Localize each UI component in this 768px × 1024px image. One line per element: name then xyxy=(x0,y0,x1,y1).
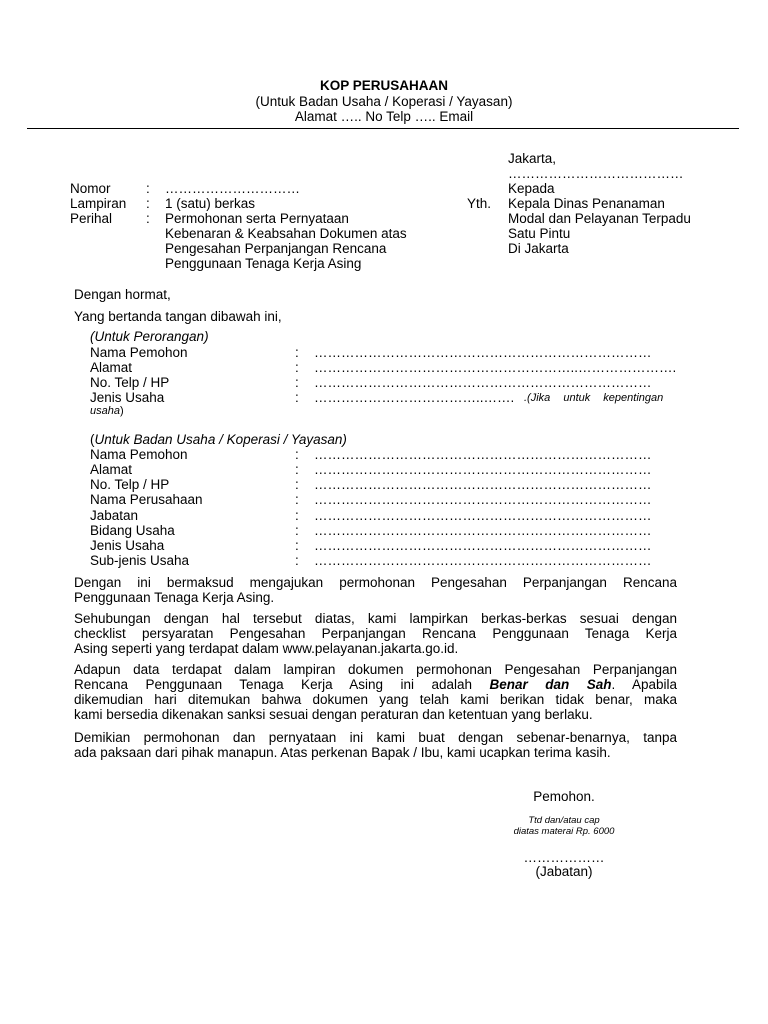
field-label: Jenis Usaha xyxy=(90,390,165,405)
meta-label-perihal: Perihal xyxy=(70,211,113,226)
field-label: Alamat xyxy=(90,462,133,477)
field-colon: : xyxy=(295,538,299,553)
field-label: No. Telp / HP xyxy=(90,477,170,492)
field-value: ………………………………………………………………… xyxy=(314,477,652,492)
field-value: ………………………………………………………………… xyxy=(314,538,652,553)
letterhead-divider xyxy=(27,128,739,129)
field-label: Sub-jenis Usaha xyxy=(90,553,190,568)
field-value: …………………………………………………..…………………. xyxy=(314,360,677,375)
field-value: ………………………………………………………………… xyxy=(314,553,652,568)
meta-value-lampiran: 1 (satu) berkas xyxy=(165,196,256,211)
field-colon: : xyxy=(295,523,299,538)
field-colon: : xyxy=(295,553,299,568)
paragraph-4: Demikian permohonan dan pernyataan ini kami buat dengan sebenar-benarnya, tanpa ada paksaan dari pihak manapun. Atas perkenan Bapak / Ibu, kami ucapkan terima kasih. xyxy=(74,730,677,760)
field-value: ………………………………………………………………… xyxy=(314,523,652,538)
business-heading: (Untuk Badan Usaha / Koperasi / Yayasan) xyxy=(90,432,347,447)
signature-note-2: diatas materai Rp. 6000 xyxy=(513,826,615,837)
individual-note-word: usaha xyxy=(90,405,120,417)
field-value: ………………………………………………………………… xyxy=(314,375,652,390)
meta-label-lampiran: Lampiran xyxy=(70,196,127,211)
field-value: ………………………………..……. xyxy=(314,390,515,405)
letterhead-contact: Alamat ….. No Telp ….. Email xyxy=(294,109,474,124)
signature-line: ……………… xyxy=(523,850,605,865)
individual-note-cont xyxy=(90,404,124,419)
field-colon: : xyxy=(295,477,299,492)
field-colon: : xyxy=(295,492,299,507)
field-label: Nama Perusahaan xyxy=(90,492,203,507)
field-colon: : xyxy=(295,462,299,477)
meta-value-perihal-line: Penggunaan Tenaga Kerja Asing xyxy=(165,256,362,271)
field-label: Bidang Usaha xyxy=(90,523,175,538)
field-label: Nama Pemohon xyxy=(90,345,188,360)
field-value: ………………………………………………………………… xyxy=(314,492,652,507)
individual-note-close: ) xyxy=(119,405,124,417)
recipient-line: Di Jakarta xyxy=(508,241,569,256)
meta-colon: : xyxy=(146,211,150,226)
recipient-line: Satu Pintu xyxy=(508,226,571,241)
field-label: No. Telp / HP xyxy=(90,375,170,390)
signature-position: (Jabatan) xyxy=(535,864,593,879)
meta-value-perihal-line: Permohonan serta Pernyataan xyxy=(165,211,349,226)
salutation: Dengan hormat, xyxy=(74,287,171,302)
field-value: ………………………………………………………………… xyxy=(314,462,652,477)
individual-heading: (Untuk Perorangan) xyxy=(90,329,209,344)
field-value: ………………………………………………………………… xyxy=(314,447,652,462)
field-colon: : xyxy=(295,345,299,360)
paragraph-3: Adapun data terdapat dalam lampiran dokumen permohonan Pengesahan Perpanjangan Rencana Penggunaan Tenaga Kerja Asing ini adalah Benar dan Sah. Apabila dikemudian hari ditemukan bahwa dokumen yang telah kami berikan tidak benar, maka kami bersedia dikenakan sanksi sesuai dengan peraturan dan ketentuan yang berlaku. xyxy=(74,662,677,722)
recipient-to: Kepada xyxy=(508,181,555,196)
field-label: Jenis Usaha xyxy=(90,538,165,553)
letterhead-subtitle: (Untuk Badan Usaha / Koperasi / Yayasan) xyxy=(255,94,513,109)
letterhead-title: KOP PERUSAHAAN xyxy=(319,78,449,93)
field-label: Jabatan xyxy=(90,508,139,523)
emphasis-benar-dan-sah: Benar dan Sah xyxy=(489,677,612,692)
city: Jakarta, xyxy=(508,151,557,166)
field-colon: : xyxy=(295,375,299,390)
field-colon: : xyxy=(295,447,299,462)
paragraph-1: Dengan ini bermaksud mengajukan permohonan Pengesahan Perpanjangan Rencana Penggunaan Tenaga Kerja Asing. xyxy=(74,575,677,605)
signature-note-1: Ttd dan/atau cap xyxy=(528,815,600,826)
recipient-line: Kepala Dinas Penanaman xyxy=(508,196,665,211)
meta-value-perihal-line: Kebenaran & Keabsahan Dokumen atas xyxy=(165,226,407,241)
field-value: ………………………………………………………………… xyxy=(314,345,652,360)
meta-colon: : xyxy=(146,181,150,196)
recipient-yth: Yth. xyxy=(467,196,492,211)
individual-note: .(Jika untuk kepentingan xyxy=(524,392,664,404)
paragraph-2: Sehubungan dengan hal tersebut diatas, kami lampirkan berkas-berkas sesuai dengan checklist persyaratan Pengesahan Perpanjangan Rencana Penggunaan Tenaga Kerja Asing seperti yang terdapat dalam www.pelayanan.jakarta.go.id. xyxy=(74,611,677,656)
meta-label-nomor: Nomor xyxy=(70,181,111,196)
field-colon: : xyxy=(295,508,299,523)
meta-colon: : xyxy=(146,196,150,211)
intro: Yang bertanda tangan dibawah ini, xyxy=(74,309,282,324)
field-label: Nama Pemohon xyxy=(90,447,188,462)
signature-label: Pemohon. xyxy=(533,789,595,804)
field-label: Alamat xyxy=(90,360,133,375)
date: ………………………………… xyxy=(508,166,684,181)
meta-value-perihal-line: Pengesahan Perpanjangan Rencana xyxy=(165,241,387,256)
field-value: ………………………………………………………………… xyxy=(314,508,652,523)
recipient-line: Modal dan Pelayanan Terpadu xyxy=(508,211,691,226)
meta-value-nomor: ………………………… xyxy=(165,181,300,196)
field-colon: : xyxy=(295,390,299,405)
field-colon: : xyxy=(295,360,299,375)
